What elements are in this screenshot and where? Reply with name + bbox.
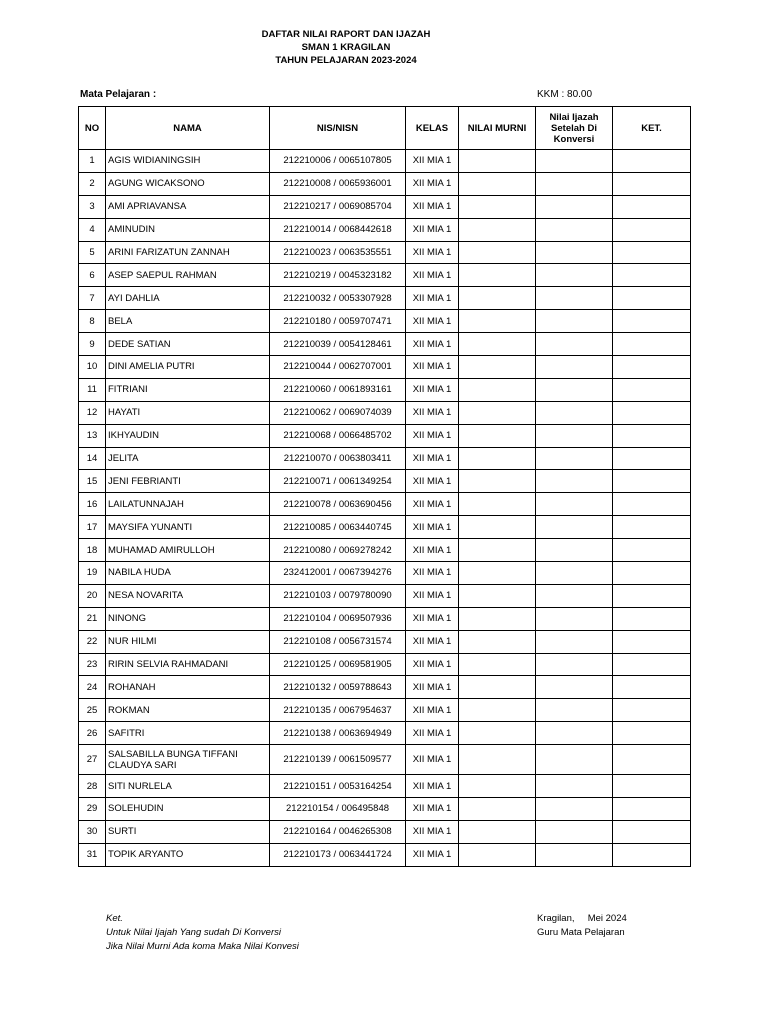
row-nama: ARINI FARIZATUN ZANNAH <box>106 241 270 264</box>
table-row <box>79 195 691 218</box>
row-kelas: XII MIA 1 <box>406 218 459 241</box>
row-no: 26 <box>79 722 106 745</box>
row-nilai-ijazah <box>536 820 613 843</box>
row-nis: 212210151 / 0053164254 <box>270 775 406 798</box>
row-nilai-murni <box>459 218 536 241</box>
row-nilai-murni <box>459 516 536 539</box>
table-row <box>79 843 691 866</box>
table-row <box>79 820 691 843</box>
row-kelas: XII MIA 1 <box>406 356 459 379</box>
signature-role: Guru Mata Pelajaran <box>537 927 625 938</box>
row-kelas: XII MIA 1 <box>406 843 459 866</box>
row-nilai-murni <box>459 539 536 562</box>
row-nis: 212210164 / 0046265308 <box>270 820 406 843</box>
row-no: 4 <box>79 218 106 241</box>
school-name: SMAN 1 KRAGILAN <box>301 42 391 53</box>
row-ket <box>613 310 691 333</box>
row-no: 19 <box>79 562 106 585</box>
row-nama: SOLEHUDIN <box>106 798 270 821</box>
row-ket <box>613 333 691 356</box>
row-nis: 212210219 / 0045323182 <box>270 264 406 287</box>
row-nilai-ijazah <box>536 264 613 287</box>
row-nama: SALSABILLA BUNGA TIFFANI CLAUDYA SARI <box>106 745 270 775</box>
row-nis: 212210217 / 0069085704 <box>270 195 406 218</box>
row-nilai-ijazah <box>536 607 613 630</box>
row-nilai-murni <box>459 264 536 287</box>
row-nis: 212210062 / 0069074039 <box>270 401 406 424</box>
row-nilai-murni <box>459 722 536 745</box>
table-row <box>79 424 691 447</box>
row-no: 8 <box>79 310 106 333</box>
row-ket <box>613 843 691 866</box>
row-nis: 212210080 / 0069278242 <box>270 539 406 562</box>
row-nilai-murni <box>459 150 536 173</box>
table-row <box>79 356 691 379</box>
table-row <box>79 310 691 333</box>
document-title: DAFTAR NILAI RAPORT DAN IJAZAH <box>261 29 431 40</box>
row-ket <box>613 775 691 798</box>
row-ket <box>613 798 691 821</box>
row-nilai-ijazah <box>536 493 613 516</box>
table-row <box>79 264 691 287</box>
table-row <box>79 447 691 470</box>
row-nis: 212210006 / 0065107805 <box>270 150 406 173</box>
row-no: 13 <box>79 424 106 447</box>
table-row <box>79 630 691 653</box>
row-ket <box>613 424 691 447</box>
row-nis: 212210014 / 0068442618 <box>270 218 406 241</box>
row-nilai-murni <box>459 172 536 195</box>
row-nilai-murni <box>459 676 536 699</box>
header-nilai-murni: NILAI MURNI <box>459 107 536 150</box>
row-nama: SAFITRI <box>106 722 270 745</box>
row-nilai-ijazah <box>536 562 613 585</box>
row-nama: MUHAMAD AMIRULLOH <box>106 539 270 562</box>
row-ket <box>613 562 691 585</box>
row-kelas: XII MIA 1 <box>406 333 459 356</box>
notes <box>106 912 299 954</box>
row-nis: 212210139 / 0061509577 <box>270 745 406 775</box>
table-row <box>79 584 691 607</box>
row-no: 17 <box>79 516 106 539</box>
signature-place-date: Kragilan, Mei 2024 <box>537 913 627 924</box>
row-ket <box>613 150 691 173</box>
row-nis: 212210044 / 0062707001 <box>270 356 406 379</box>
row-kelas: XII MIA 1 <box>406 470 459 493</box>
table-row <box>79 493 691 516</box>
row-nilai-murni <box>459 333 536 356</box>
row-nilai-murni <box>459 775 536 798</box>
header-nilai-ijazah: Nilai Ijazah Setelah Di Konversi <box>536 107 613 150</box>
row-nilai-ijazah <box>536 447 613 470</box>
academic-year: TAHUN PELAJARAN 2023-2024 <box>275 55 417 66</box>
row-nilai-ijazah <box>536 333 613 356</box>
row-nama: AGUNG WICAKSONO <box>106 172 270 195</box>
row-no: 28 <box>79 775 106 798</box>
row-kelas: XII MIA 1 <box>406 424 459 447</box>
row-kelas: XII MIA 1 <box>406 630 459 653</box>
row-nilai-ijazah <box>536 401 613 424</box>
row-no: 18 <box>79 539 106 562</box>
row-nilai-murni <box>459 584 536 607</box>
table-row <box>79 676 691 699</box>
row-nis: 212210068 / 0066485702 <box>270 424 406 447</box>
row-ket <box>613 820 691 843</box>
row-kelas: XII MIA 1 <box>406 798 459 821</box>
row-no: 31 <box>79 843 106 866</box>
row-nilai-ijazah <box>536 241 613 264</box>
row-nama: JENI FEBRIANTI <box>106 470 270 493</box>
row-nilai-ijazah <box>536 676 613 699</box>
row-ket <box>613 470 691 493</box>
row-nilai-ijazah <box>536 539 613 562</box>
row-no: 23 <box>79 653 106 676</box>
table-row <box>79 470 691 493</box>
row-kelas: XII MIA 1 <box>406 447 459 470</box>
row-nilai-ijazah <box>536 630 613 653</box>
row-ket <box>613 516 691 539</box>
row-nama: NESA NOVARITA <box>106 584 270 607</box>
row-nilai-murni <box>459 447 536 470</box>
row-ket <box>613 241 691 264</box>
table-row <box>79 172 691 195</box>
row-ket <box>613 401 691 424</box>
row-no: 2 <box>79 172 106 195</box>
row-no: 7 <box>79 287 106 310</box>
header-ket: KET. <box>613 107 691 150</box>
row-nilai-ijazah <box>536 843 613 866</box>
row-nama: ASEP SAEPUL RAHMAN <box>106 264 270 287</box>
row-kelas: XII MIA 1 <box>406 584 459 607</box>
row-ket <box>613 653 691 676</box>
row-nilai-ijazah <box>536 699 613 722</box>
row-nilai-murni <box>459 798 536 821</box>
row-nilai-ijazah <box>536 798 613 821</box>
row-kelas: XII MIA 1 <box>406 310 459 333</box>
row-nis: 212210125 / 0069581905 <box>270 653 406 676</box>
row-kelas: XII MIA 1 <box>406 699 459 722</box>
row-no: 27 <box>79 745 106 775</box>
row-nilai-ijazah <box>536 653 613 676</box>
row-nilai-murni <box>459 356 536 379</box>
row-nilai-ijazah <box>536 218 613 241</box>
row-nis: 212210085 / 0063440745 <box>270 516 406 539</box>
row-nama: LAILATUNNAJAH <box>106 493 270 516</box>
kkm-value: KKM : 80.00 <box>537 89 593 100</box>
row-nis: 212210173 / 0063441724 <box>270 843 406 866</box>
row-kelas: XII MIA 1 <box>406 493 459 516</box>
table-row <box>79 333 691 356</box>
row-kelas: XII MIA 1 <box>406 745 459 775</box>
row-ket <box>613 676 691 699</box>
row-kelas: XII MIA 1 <box>406 539 459 562</box>
row-kelas: XII MIA 1 <box>406 653 459 676</box>
row-no: 11 <box>79 378 106 401</box>
row-no: 5 <box>79 241 106 264</box>
row-kelas: XII MIA 1 <box>406 820 459 843</box>
row-nama: IKHYAUDIN <box>106 424 270 447</box>
row-nilai-murni <box>459 470 536 493</box>
table-row <box>79 539 691 562</box>
row-no: 20 <box>79 584 106 607</box>
row-nis: 212210132 / 0059788643 <box>270 676 406 699</box>
row-nis: 212210023 / 0063535551 <box>270 241 406 264</box>
row-ket <box>613 356 691 379</box>
row-no: 10 <box>79 356 106 379</box>
table-row <box>79 287 691 310</box>
row-ket <box>613 745 691 775</box>
table-row <box>79 699 691 722</box>
row-no: 9 <box>79 333 106 356</box>
row-kelas: XII MIA 1 <box>406 241 459 264</box>
row-no: 15 <box>79 470 106 493</box>
row-nilai-ijazah <box>536 722 613 745</box>
notes-title: Ket. <box>106 913 123 924</box>
table-row <box>79 401 691 424</box>
row-nama: NUR HILMI <box>106 630 270 653</box>
row-nis: 212210135 / 0067954637 <box>270 699 406 722</box>
table-row <box>79 775 691 798</box>
row-no: 16 <box>79 493 106 516</box>
row-ket <box>613 447 691 470</box>
row-nilai-murni <box>459 401 536 424</box>
row-ket <box>613 584 691 607</box>
row-nilai-murni <box>459 378 536 401</box>
row-kelas: XII MIA 1 <box>406 195 459 218</box>
notes-line-2: Jika Nilai Murni Ada koma Maka Nilai Konvesi <box>106 941 299 952</box>
row-nilai-murni <box>459 287 536 310</box>
row-kelas: XII MIA 1 <box>406 607 459 630</box>
row-ket <box>613 218 691 241</box>
row-nis: 212210103 / 0079780090 <box>270 584 406 607</box>
row-ket <box>613 539 691 562</box>
row-nama: FITRIANI <box>106 378 270 401</box>
row-nis: 212210154 / 006495848 <box>270 798 406 821</box>
row-kelas: XII MIA 1 <box>406 722 459 745</box>
row-nilai-murni <box>459 607 536 630</box>
row-nama: JELITA <box>106 447 270 470</box>
header-nis: NIS/NISN <box>270 107 406 150</box>
document-header <box>0 28 692 67</box>
row-no: 24 <box>79 676 106 699</box>
table-row <box>79 653 691 676</box>
row-nis: 212210108 / 0056731574 <box>270 630 406 653</box>
row-nilai-ijazah <box>536 310 613 333</box>
row-nama: AMINUDIN <box>106 218 270 241</box>
row-no: 30 <box>79 820 106 843</box>
header-kelas: KELAS <box>406 107 459 150</box>
row-nilai-murni <box>459 699 536 722</box>
subject-label: Mata Pelajaran : <box>80 89 157 100</box>
row-nis: 212210180 / 0059707471 <box>270 310 406 333</box>
row-ket <box>613 722 691 745</box>
row-nilai-ijazah <box>536 287 613 310</box>
row-kelas: XII MIA 1 <box>406 401 459 424</box>
row-nilai-ijazah <box>536 424 613 447</box>
row-no: 25 <box>79 699 106 722</box>
row-kelas: XII MIA 1 <box>406 287 459 310</box>
header-no: NO <box>79 107 106 150</box>
row-nis: 212210138 / 0063694949 <box>270 722 406 745</box>
table-row <box>79 798 691 821</box>
table-row <box>79 241 691 264</box>
row-nama: NINONG <box>106 607 270 630</box>
row-nama: RIRIN SELVIA RAHMADANI <box>106 653 270 676</box>
row-nilai-ijazah <box>536 470 613 493</box>
row-nis: 232412001 / 0067394276 <box>270 562 406 585</box>
row-kelas: XII MIA 1 <box>406 264 459 287</box>
row-kelas: XII MIA 1 <box>406 150 459 173</box>
table-row <box>79 722 691 745</box>
table-row <box>79 745 691 775</box>
row-nis: 212210070 / 0063803411 <box>270 447 406 470</box>
row-nis: 212210078 / 0063690456 <box>270 493 406 516</box>
table-row <box>79 150 691 173</box>
row-nama: DEDE SATIAN <box>106 333 270 356</box>
row-ket <box>613 195 691 218</box>
row-nis: 212210008 / 0065936001 <box>270 172 406 195</box>
row-nilai-murni <box>459 562 536 585</box>
row-nis: 212210071 / 0061349254 <box>270 470 406 493</box>
row-nilai-murni <box>459 745 536 775</box>
row-nama: AYI DAHLIA <box>106 287 270 310</box>
row-nama: AMI APRIAVANSA <box>106 195 270 218</box>
signature-block <box>537 912 627 940</box>
row-no: 29 <box>79 798 106 821</box>
row-kelas: XII MIA 1 <box>406 378 459 401</box>
grades-table <box>78 106 691 867</box>
table-header-row <box>79 107 691 150</box>
row-nilai-ijazah <box>536 172 613 195</box>
row-no: 21 <box>79 607 106 630</box>
row-ket <box>613 493 691 516</box>
table-row <box>79 378 691 401</box>
table-row <box>79 562 691 585</box>
row-nilai-murni <box>459 843 536 866</box>
row-nilai-murni <box>459 424 536 447</box>
row-nilai-ijazah <box>536 195 613 218</box>
row-ket <box>613 172 691 195</box>
row-kelas: XII MIA 1 <box>406 562 459 585</box>
row-nama: AGIS WIDIANINGSIH <box>106 150 270 173</box>
table-row <box>79 607 691 630</box>
row-nilai-murni <box>459 820 536 843</box>
row-no: 6 <box>79 264 106 287</box>
row-kelas: XII MIA 1 <box>406 516 459 539</box>
row-nis: 212210032 / 0053307928 <box>270 287 406 310</box>
header-nama: NAMA <box>106 107 270 150</box>
row-no: 22 <box>79 630 106 653</box>
row-kelas: XII MIA 1 <box>406 676 459 699</box>
row-ket <box>613 264 691 287</box>
row-nilai-ijazah <box>536 516 613 539</box>
row-nilai-ijazah <box>536 356 613 379</box>
row-nilai-ijazah <box>536 378 613 401</box>
row-no: 14 <box>79 447 106 470</box>
row-nama: ROHANAH <box>106 676 270 699</box>
row-ket <box>613 287 691 310</box>
row-nilai-ijazah <box>536 775 613 798</box>
row-nama: TOPIK ARYANTO <box>106 843 270 866</box>
notes-line-1: Untuk Nilai Ijajah Yang sudah Di Konversi <box>106 927 281 938</box>
row-nilai-murni <box>459 630 536 653</box>
row-ket <box>613 607 691 630</box>
row-no: 1 <box>79 150 106 173</box>
row-nama: SITI NURLELA <box>106 775 270 798</box>
row-nilai-murni <box>459 310 536 333</box>
row-nilai-murni <box>459 241 536 264</box>
row-nama: NABILA HUDA <box>106 562 270 585</box>
row-nis: 212210104 / 0069507936 <box>270 607 406 630</box>
row-ket <box>613 699 691 722</box>
row-no: 3 <box>79 195 106 218</box>
table-row <box>79 218 691 241</box>
row-kelas: XII MIA 1 <box>406 775 459 798</box>
row-nilai-ijazah <box>536 745 613 775</box>
row-ket <box>613 378 691 401</box>
table-body <box>79 150 691 867</box>
row-nama: SURTI <box>106 820 270 843</box>
table-row <box>79 516 691 539</box>
row-kelas: XII MIA 1 <box>406 172 459 195</box>
row-nama: DINI AMELIA PUTRI <box>106 356 270 379</box>
row-nama: BELA <box>106 310 270 333</box>
row-nilai-ijazah <box>536 584 613 607</box>
row-ket <box>613 630 691 653</box>
row-nilai-murni <box>459 653 536 676</box>
row-nis: 212210060 / 0061893161 <box>270 378 406 401</box>
row-nilai-ijazah <box>536 150 613 173</box>
row-nama: MAYSIFA YUNANTI <box>106 516 270 539</box>
row-nama: ROKMAN <box>106 699 270 722</box>
row-nilai-murni <box>459 493 536 516</box>
row-nilai-murni <box>459 195 536 218</box>
row-nis: 212210039 / 0054128461 <box>270 333 406 356</box>
row-nama: HAYATI <box>106 401 270 424</box>
row-no: 12 <box>79 401 106 424</box>
